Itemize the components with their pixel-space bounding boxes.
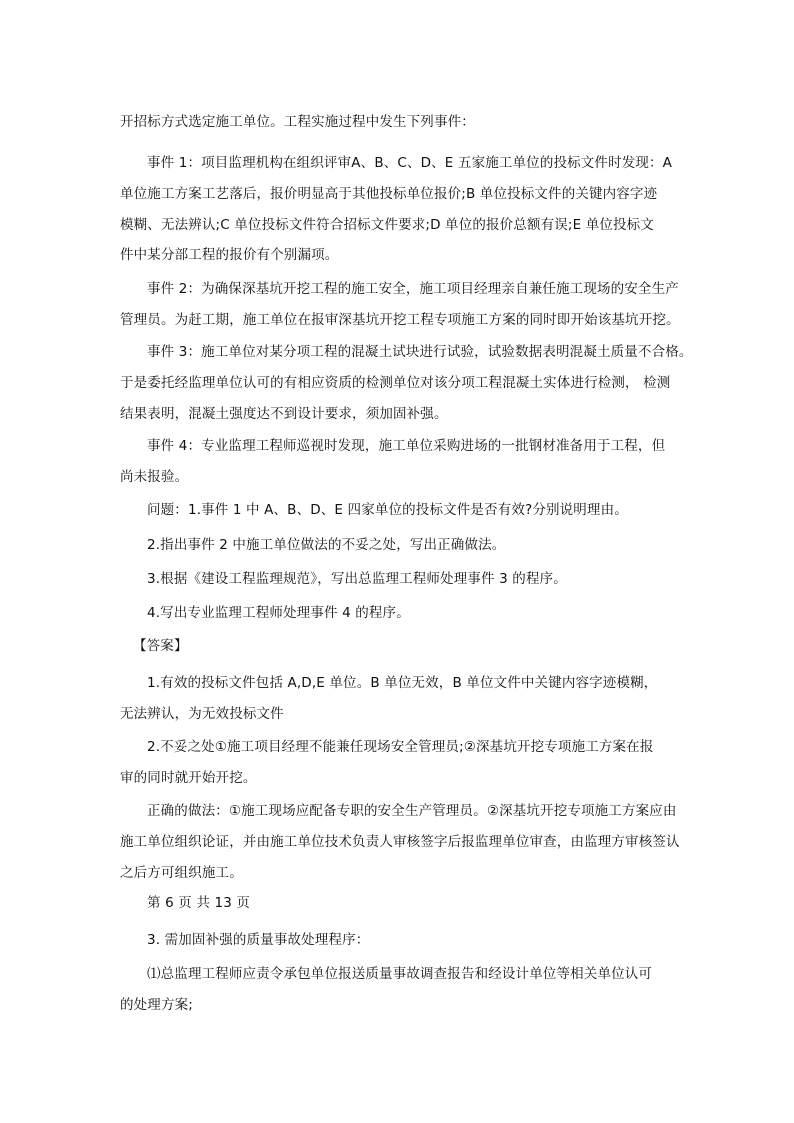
answer-line: 之后方可组织施工。 xyxy=(120,865,243,881)
question-line: 2.指出事件 2 中施工单位做法的不妥之处，写出正确做法。 xyxy=(147,537,506,553)
answer-line: 3. 需加固补强的质量事故处理程序： xyxy=(147,932,370,948)
text-line: 件中某分部工程的报价有个别漏项。 xyxy=(120,247,339,263)
answer-line: 正确的做法：①施工现场应配备专职的安全生产管理员。②深基坑开挖专项施工方案应由 xyxy=(147,803,677,819)
text-line: 事件 1：项目监理机构在组织评审A、B、C、D、E 五家施工单位的投标文件时发现：A xyxy=(147,155,673,171)
question-line: 3.根据《建设工程监理规范》，写出总监理工程师处理事件 3 的程序。 xyxy=(147,571,567,587)
text-line: 事件 4：专业监理工程师巡视时发现，施工单位采购进场的一批钢材准备用于工程，但 xyxy=(147,438,666,454)
text-line: 开招标方式选定施工单位。工程实施过程中发生下列事件： xyxy=(120,114,475,130)
answer-line: 施工单位组织论证，并由施工单位技术负责人审核签字后报监理单位审查，由监理方审核签认 xyxy=(120,834,680,850)
question-line: 问题：1.事件 1 中 A、B、D、E 四家单位的投标文件是否有效?分别说明理由。 xyxy=(147,502,628,518)
text-line: 结果表明，混凝土强度达不到设计要求，须加固补强。 xyxy=(120,406,448,422)
text-line: 事件 2：为确保深基坑开挖工程的施工安全，施工项目经理亲自兼任施工现场的安全生产 xyxy=(147,281,679,297)
text-line: 尚未报验。 xyxy=(120,469,189,485)
answer-line: 无法辨认，为无效投标文件 xyxy=(120,706,284,722)
question-line: 4.写出专业监理工程师处理事件 4 的程序。 xyxy=(147,605,410,621)
text-line: 模糊、无法辨认;C 单位投标文件符合招标文件要求;D 单位的报价总额有误;E 单位投标文 xyxy=(120,217,654,233)
page-number: 第 6 页 共 13 页 xyxy=(147,895,251,911)
text-line: 事件 3：施工单位对某分项工程的混凝土试块进行试验，试验数据表明混凝土质量不合格。 xyxy=(147,344,693,360)
answer-line: 1.有效的投标文件包括 A,D,E 单位。B 单位无效，B 单位文件中关键内容字迹模糊， xyxy=(147,675,658,691)
text-line: 于是委托经监理单位认可的有相应资质的检测单位对该分项工程混凝土实体进行检测， 检测 xyxy=(120,375,671,391)
answer-heading: 【答案】 xyxy=(133,638,188,654)
text-line: 单位施工方案工艺落后，报价明显高于其他投标单位报价;B 单位投标文件的关键内容字迹 xyxy=(120,186,658,202)
text-line: 管理员。为赶工期，施工单位在报审深基坑开挖工程专项施工方案的同时即开始该基坑开挖。 xyxy=(120,312,680,328)
answer-line: ⑴总监理工程师应责令承包单位报送质量事故调查报告和经设计单位等相关单位认可 xyxy=(147,966,653,982)
answer-line: 审的同时就开始开挖。 xyxy=(120,770,257,786)
answer-line: 2.不妥之处①施工项目经理不能兼任现场安全管理员;②深基坑开挖专项施工方案在报 xyxy=(147,739,654,755)
answer-line: 的处理方案; xyxy=(120,997,193,1013)
